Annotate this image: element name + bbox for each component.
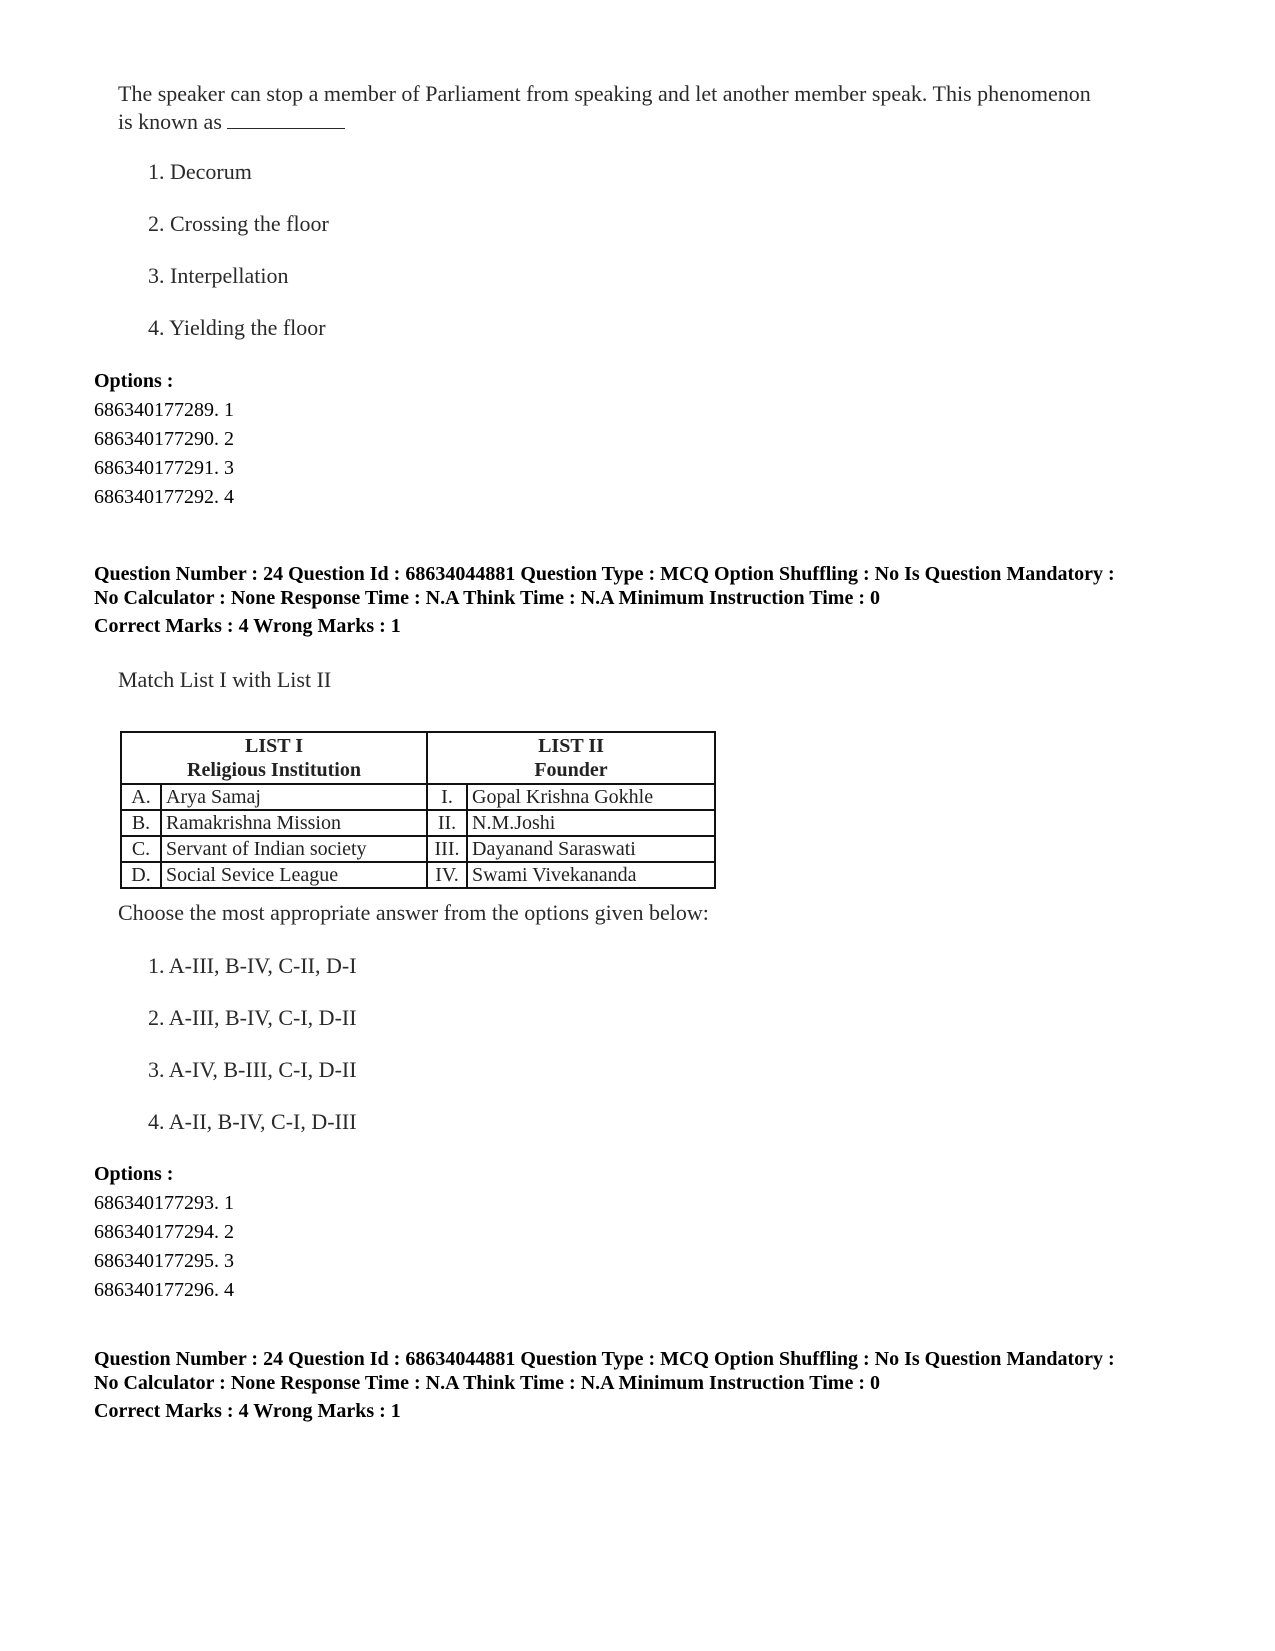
question-meta-line: No Calculator : None Response Time : N.A Think Time : N.A Minimum Instruction Time : 0 <box>94 587 880 609</box>
question-marks: Correct Marks : 4 Wrong Marks : 1 <box>94 615 401 637</box>
option-id: 686340177290. 2 <box>94 428 234 450</box>
choice-list <box>148 158 329 366</box>
choice-item: 2. A-III, B-IV, C-I, D-II <box>148 1005 357 1030</box>
list1-key: A. <box>121 784 161 810</box>
table-row <box>121 862 715 888</box>
question-stem-line: is known as <box>118 108 1178 136</box>
choice-item: 4. A-II, B-IV, C-I, D-III <box>148 1109 357 1134</box>
choice-item: 4. Yielding the floor <box>148 315 326 340</box>
choice-item: 1. Decorum <box>148 159 252 184</box>
list1-value: Social Sevice League <box>161 862 427 888</box>
options-label: Options : <box>94 1163 174 1185</box>
list2-value: N.M.Joshi <box>467 810 715 836</box>
list1-key: C. <box>121 836 161 862</box>
list2-value: Dayanand Saraswati <box>467 836 715 862</box>
list2-value: Swami Vivekananda <box>467 862 715 888</box>
choice-item: 3. Interpellation <box>148 263 289 288</box>
option-id: 686340177289. 1 <box>94 399 234 421</box>
list1-key: D. <box>121 862 161 888</box>
options-block <box>94 1160 234 1305</box>
question-meta-line: No Calculator : None Response Time : N.A Think Time : N.A Minimum Instruction Time : 0 <box>94 1372 880 1394</box>
list1-header: LIST I Religious Institution <box>121 732 427 784</box>
list2-key: II. <box>427 810 467 836</box>
list1-key: B. <box>121 810 161 836</box>
list1-value: Arya Samaj <box>161 784 427 810</box>
list2-key: I. <box>427 784 467 810</box>
options-block <box>94 367 234 512</box>
question-marks: Correct Marks : 4 Wrong Marks : 1 <box>94 1400 401 1422</box>
choice-list <box>148 952 357 1160</box>
table-row <box>121 784 715 810</box>
list2-header: LIST II Founder <box>427 732 715 784</box>
match-table <box>120 731 716 889</box>
list2-key: III. <box>427 836 467 862</box>
question-meta <box>94 562 1234 638</box>
question-stem: Match List I with List II <box>118 667 332 692</box>
table-row <box>121 810 715 836</box>
option-id: 686340177291. 3 <box>94 457 234 479</box>
answer-blank <box>227 110 345 129</box>
choice-item: 1. A-III, B-IV, C-II, D-I <box>148 953 357 978</box>
match-table-header <box>121 732 715 784</box>
question-meta-line: Question Number : 24 Question Id : 68634044881 Question Type : MCQ Option Shuffling : No Is Question Mandatory : <box>94 563 1115 585</box>
option-id: 686340177294. 2 <box>94 1221 234 1243</box>
question-meta <box>94 1347 1234 1423</box>
question-stem <box>118 80 1178 136</box>
option-id: 686340177292. 4 <box>94 486 234 508</box>
question-stem-line: The speaker can stop a member of Parliament from speaking and let another member speak. This phenomenon <box>118 81 1091 106</box>
list2-key: IV. <box>427 862 467 888</box>
choice-item: 3. A-IV, B-III, C-I, D-II <box>148 1057 357 1082</box>
table-row <box>121 836 715 862</box>
question-instruction: Choose the most appropriate answer from the options given below: <box>118 900 709 925</box>
choice-item: 2. Crossing the floor <box>148 211 329 236</box>
list1-value: Servant of Indian society <box>161 836 427 862</box>
option-id: 686340177295. 3 <box>94 1250 234 1272</box>
options-label: Options : <box>94 370 174 392</box>
option-id: 686340177293. 1 <box>94 1192 234 1214</box>
list2-value: Gopal Krishna Gokhle <box>467 784 715 810</box>
option-id: 686340177296. 4 <box>94 1279 234 1301</box>
list1-value: Ramakrishna Mission <box>161 810 427 836</box>
question-meta-line: Question Number : 24 Question Id : 68634044881 Question Type : MCQ Option Shuffling : No Is Question Mandatory : <box>94 1348 1115 1370</box>
